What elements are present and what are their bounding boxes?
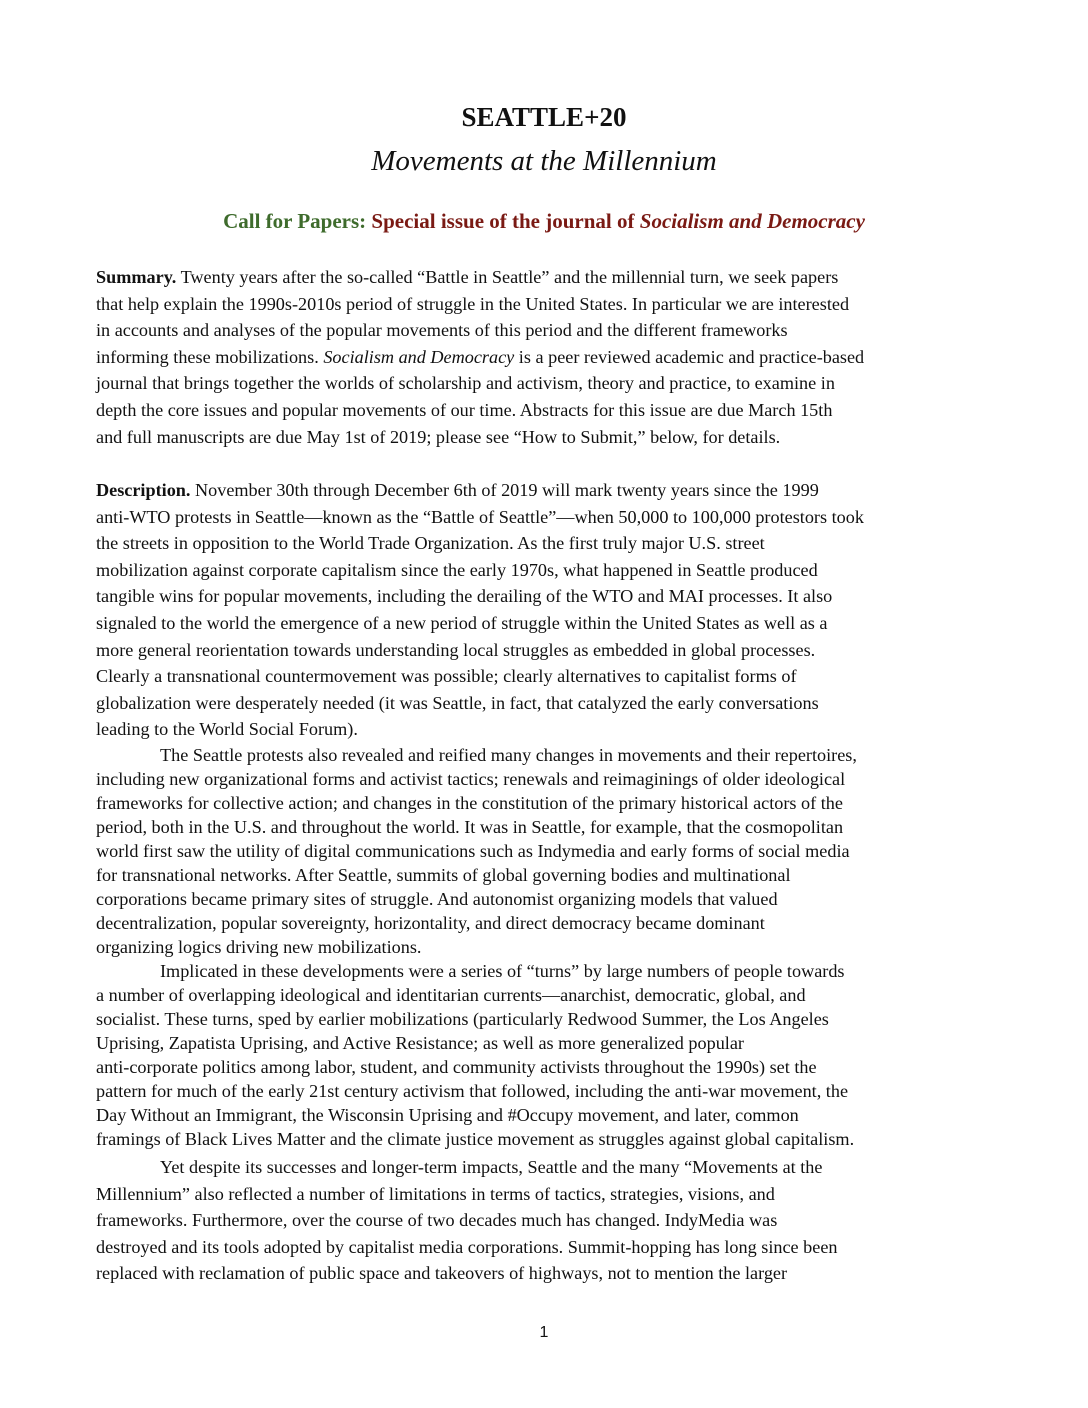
description-line: mobilization against corporate capitalism since the early 1970s, what happened in Seattle produced	[96, 559, 818, 580]
description-line: Implicated in these developments were a series of “turns” by large numbers of people towards	[160, 961, 845, 981]
summary-line: and full manuscripts are due May 1st of 2019; please see “How to Submit,” below, for details.	[96, 426, 781, 447]
cfp-text: Special issue of the journal of	[371, 209, 635, 233]
description-line: socialist. These turns, sped by earlier mobilizations (particularly Redwood Summer, the Los Angeles	[96, 1009, 829, 1029]
description-line: frameworks for collective action; and changes in the constitution of the primary historical actors of the	[96, 793, 843, 813]
description-line: a number of overlapping ideological and identitarian currents—anarchist, democratic, global, and	[96, 985, 806, 1005]
description-line: tangible wins for popular movements, including the derailing of the WTO and MAI processes. It also	[96, 586, 833, 607]
summary-line: informing these mobilizations. Socialism and Democracy is a peer reviewed academic and practice-based	[96, 346, 865, 367]
description-line: Day Without an Immigrant, the Wisconsin Uprising and #Occupy movement, and later, common	[96, 1105, 799, 1125]
document-title: SEATTLE+20	[461, 102, 627, 132]
summary-line: that help explain the 1990s-2010s period of struggle in the United States. In particular we are interested	[96, 293, 850, 314]
description-line: globalization were desperately needed (it was Seattle, in fact, that catalyzed the early conversations	[96, 692, 819, 713]
summary-paragraph	[96, 264, 992, 450]
description-line: more general reorientation towards understanding local struggles as embedded in global processes.	[96, 639, 816, 660]
description-line: for transnational networks. After Seattle, summits of global governing bodies and multinational	[96, 865, 791, 885]
description-line: The Seattle protests also revealed and reified many changes in movements and their repertoires,	[160, 745, 857, 765]
description-line: signaled to the world the emergence of a new period of struggle within the United States as well as a	[96, 612, 828, 633]
summary-line: in accounts and analyses of the popular movements of this period and the different frameworks	[96, 320, 788, 341]
summary-line: journal that brings together the worlds of scholarship and activism, theory and practice, to examine in	[96, 373, 835, 394]
description-line: organizing logics driving new mobilizations.	[96, 937, 422, 957]
summary-line: Summary. Twenty years after the so-called “Battle in Seattle” and the millennial turn, we seek papers	[96, 267, 839, 287]
page-number: 1	[539, 1324, 549, 1341]
description-paragraph-3	[96, 959, 992, 1151]
description-line: destroyed and its tools adopted by capitalist media corporations. Summit-hopping has long since been	[96, 1236, 838, 1257]
description-label: Description.	[96, 480, 191, 500]
summary-label: Summary.	[96, 267, 177, 287]
description-line: period, both in the U.S. and throughout the world. It was in Seattle, for example, that the cosmopolitan	[96, 817, 844, 837]
description-line: world first saw the utility of digital communications such as Indymedia and early forms of social media	[96, 841, 850, 861]
description-line: anti-WTO protests in Seattle—known as the “Battle of Seattle”—when 50,000 to 100,000 protestors took	[96, 506, 864, 527]
description-paragraph-1	[96, 477, 992, 743]
description-line: Uprising, Zapatista Uprising, and Active Resistance; as well as more generalized popular	[96, 1033, 744, 1053]
description-line: frameworks. Furthermore, over the course of two decades much has changed. IndyMedia was	[96, 1210, 778, 1231]
description-line: Clearly a transnational countermovement was possible; clearly alternatives to capitalist forms of	[96, 666, 797, 687]
description-line: Millennium” also reflected a number of limitations in terms of tactics, strategies, visions, and	[96, 1183, 775, 1204]
call-for-papers-heading	[96, 206, 992, 236]
description-line: leading to the World Social Forum).	[96, 719, 358, 740]
description-line: replaced with reclamation of public space and takeovers of highways, not to mention the larger	[96, 1263, 788, 1284]
description-paragraph-2	[96, 743, 992, 959]
journal-name: Socialism and Democracy	[323, 346, 515, 367]
description-line: the streets in opposition to the World Trade Organization. As the first truly major U.S. street	[96, 533, 765, 554]
description-line: Yet despite its successes and longer-term impacts, Seattle and the many “Movements at the	[160, 1157, 823, 1177]
document-subtitle: Movements at the Millennium	[371, 145, 717, 177]
description-line: framings of Black Lives Matter and the climate justice movement as struggles against global capitalism.	[96, 1129, 855, 1149]
description-line: anti-corporate politics among labor, student, and community activists throughout the 1990s) set the	[96, 1057, 817, 1077]
cfp-journal-name: Socialism and Democracy	[639, 209, 865, 233]
summary-line: depth the core issues and popular movements of our time. Abstracts for this issue are due March 15th	[96, 399, 833, 420]
description-paragraph-4	[96, 1154, 992, 1287]
cfp-label: Call for Papers:	[223, 209, 367, 233]
description-line: corporations became primary sites of struggle. And autonomist organizing models that valued	[96, 889, 778, 909]
description-line: decentralization, popular sovereignty, horizontality, and direct democracy became dominant	[96, 913, 765, 933]
description-line: including new organizational forms and activist tactics; renewals and reimaginings of older ideological	[96, 769, 846, 789]
description-line: Description. November 30th through December 6th of 2019 will mark twenty years since the 1999	[96, 480, 819, 500]
description-line: pattern for much of the early 21st century activism that followed, including the anti-war movement, the	[96, 1081, 849, 1101]
